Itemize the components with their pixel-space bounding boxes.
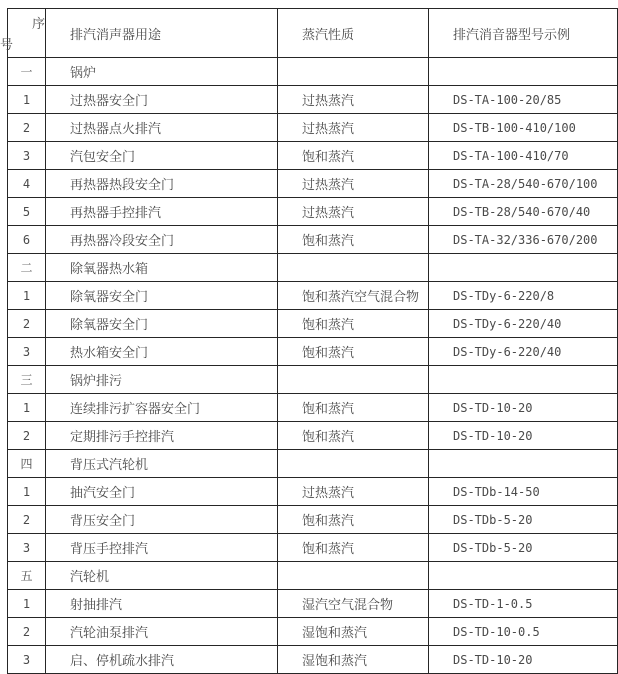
cell-usage: 汽轮油泵排汽 — [46, 618, 278, 646]
cell-usage: 汽包安全门 — [46, 142, 278, 170]
table-row — [8, 534, 618, 562]
cell-index: 二 — [8, 254, 46, 282]
cell-steam — [278, 58, 429, 86]
cell-usage: 锅炉 — [46, 58, 278, 86]
table-row — [8, 646, 618, 674]
cell-model — [429, 450, 618, 478]
cell-model — [429, 562, 618, 590]
cell-steam — [278, 562, 429, 590]
cell-model: DS-TB-28/540-670/40 — [429, 198, 618, 226]
cell-usage: 热水箱安全门 — [46, 338, 278, 366]
silencer-table — [0, 8, 618, 674]
table-body — [8, 58, 618, 674]
table-row — [8, 86, 618, 114]
cell-steam: 饱和蒸汽 — [278, 226, 429, 254]
cell-model: DS-TA-100-20/85 — [429, 86, 618, 114]
cell-steam: 饱和蒸汽 — [278, 394, 429, 422]
cell-steam: 饱和蒸汽 — [278, 310, 429, 338]
cell-usage: 除氧器安全门 — [46, 310, 278, 338]
cell-index: 1 — [8, 590, 46, 618]
cell-usage: 背压手控排汽 — [46, 534, 278, 562]
header-row — [8, 9, 618, 58]
cell-model: DS-TB-100-410/100 — [429, 114, 618, 142]
cell-steam — [278, 254, 429, 282]
cell-index: 1 — [8, 394, 46, 422]
section-row — [8, 450, 618, 478]
cell-steam: 过热蒸汽 — [278, 478, 429, 506]
cell-index: 四 — [8, 450, 46, 478]
table-row — [8, 226, 618, 254]
cell-index: 1 — [8, 282, 46, 310]
cell-usage: 连续排污扩容器安全门 — [46, 394, 278, 422]
header-cell-model: 排汽消音器型号示例 — [429, 9, 618, 58]
cell-model: DS-TDy-6-220/40 — [429, 338, 618, 366]
cell-steam: 饱和蒸汽 — [278, 142, 429, 170]
table-row — [8, 310, 618, 338]
section-row — [8, 562, 618, 590]
cell-index: 2 — [8, 422, 46, 450]
section-row — [8, 58, 618, 86]
table-row — [8, 142, 618, 170]
cell-index: 3 — [8, 534, 46, 562]
cell-index: 3 — [8, 142, 46, 170]
cell-index: 3 — [8, 338, 46, 366]
cell-usage: 再热器热段安全门 — [46, 170, 278, 198]
cell-index: 三 — [8, 366, 46, 394]
table-row — [8, 422, 618, 450]
cell-steam: 过热蒸汽 — [278, 86, 429, 114]
cell-index: 1 — [8, 86, 46, 114]
header-index-label: 序号 — [0, 16, 46, 52]
cell-index: 2 — [8, 114, 46, 142]
cell-usage: 过热器点火排汽 — [46, 114, 278, 142]
cell-steam: 饱和蒸汽 — [278, 534, 429, 562]
cell-index: 3 — [8, 646, 46, 674]
cell-model: DS-TD-10-20 — [429, 422, 618, 450]
cell-model: DS-TA-32/336-670/200 — [429, 226, 618, 254]
table-row — [8, 114, 618, 142]
cell-index: 4 — [8, 170, 46, 198]
table-row — [8, 478, 618, 506]
cell-index: 一 — [8, 58, 46, 86]
cell-steam: 湿汽空气混合物 — [278, 590, 429, 618]
table-row — [8, 394, 618, 422]
table-row — [8, 590, 618, 618]
cell-usage: 射抽排汽 — [46, 590, 278, 618]
cell-usage: 再热器手控排汽 — [46, 198, 278, 226]
cell-steam — [278, 450, 429, 478]
cell-steam: 过热蒸汽 — [278, 114, 429, 142]
cell-steam: 过热蒸汽 — [278, 170, 429, 198]
cell-index: 五 — [8, 562, 46, 590]
cell-model: DS-TA-100-410/70 — [429, 142, 618, 170]
section-row — [8, 254, 618, 282]
cell-model: DS-TA-28/540-670/100 — [429, 170, 618, 198]
table-row — [8, 506, 618, 534]
cell-index: 5 — [8, 198, 46, 226]
cell-steam: 过热蒸汽 — [278, 198, 429, 226]
cell-usage: 除氧器热水箱 — [46, 254, 278, 282]
cell-usage: 定期排污手控排汽 — [46, 422, 278, 450]
cell-model: DS-TD-10-0.5 — [429, 618, 618, 646]
cell-steam: 湿饱和蒸汽 — [278, 618, 429, 646]
cell-usage: 锅炉排污 — [46, 366, 278, 394]
table-row — [8, 338, 618, 366]
cell-steam: 饱和蒸汽 — [278, 422, 429, 450]
cell-steam: 湿饱和蒸汽 — [278, 646, 429, 674]
cell-model: DS-TD-10-20 — [429, 646, 618, 674]
cell-model: DS-TDy-6-220/40 — [429, 310, 618, 338]
cell-steam: 饱和蒸汽 — [278, 338, 429, 366]
table-row — [8, 170, 618, 198]
cell-usage: 再热器冷段安全门 — [46, 226, 278, 254]
cell-index: 2 — [8, 506, 46, 534]
table-row — [8, 198, 618, 226]
cell-steam: 饱和蒸汽 — [278, 506, 429, 534]
cell-model: DS-TDb-5-20 — [429, 534, 618, 562]
table-row — [8, 618, 618, 646]
cell-steam — [278, 366, 429, 394]
section-row — [8, 366, 618, 394]
cell-model: DS-TD-10-20 — [429, 394, 618, 422]
cell-model: DS-TDb-14-50 — [429, 478, 618, 506]
cell-usage: 除氧器安全门 — [46, 282, 278, 310]
cell-index: 6 — [8, 226, 46, 254]
cell-usage: 抽汽安全门 — [46, 478, 278, 506]
cell-usage: 背压式汽轮机 — [46, 450, 278, 478]
cell-usage: 过热器安全门 — [46, 86, 278, 114]
cell-model: DS-TDb-5-20 — [429, 506, 618, 534]
table-row — [8, 282, 618, 310]
cell-model — [429, 58, 618, 86]
cell-model: DS-TDy-6-220/8 — [429, 282, 618, 310]
header-cell-steam: 蒸汽性质 — [278, 9, 429, 58]
cell-steam: 饱和蒸汽空气混合物 — [278, 282, 429, 310]
cell-model: DS-TD-1-0.5 — [429, 590, 618, 618]
table-header — [0, 9, 618, 58]
cell-index: 2 — [8, 310, 46, 338]
cell-usage: 启、停机疏水排汽 — [46, 646, 278, 674]
cell-model — [429, 254, 618, 282]
header-cell-usage: 排汽消声器用途 — [46, 9, 278, 58]
cell-usage: 背压安全门 — [46, 506, 278, 534]
cell-index: 1 — [8, 478, 46, 506]
cell-model — [429, 366, 618, 394]
cell-usage: 汽轮机 — [46, 562, 278, 590]
header-cell-index — [0, 9, 46, 58]
cell-index: 2 — [8, 618, 46, 646]
